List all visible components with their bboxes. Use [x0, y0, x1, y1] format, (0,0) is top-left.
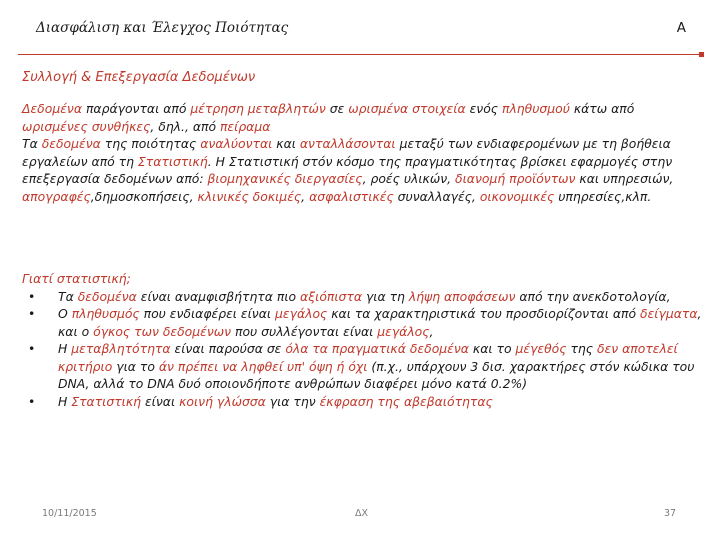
paragraph-text: ,: [301, 188, 310, 204]
header-divider: [18, 54, 702, 55]
paragraph-text: . Η Στατιστική στόν κόσμο της πραγματικότητας βρίσκει εφαρμογές στην επεξεργασία δεδομένων από:: [22, 153, 673, 186]
divider-end-marker: [699, 52, 704, 57]
why-statistics-block: [22, 270, 702, 410]
footer-author: ΔΧ: [355, 508, 369, 519]
bullet-text: είναι αναμφισβήτητα πιο: [136, 288, 301, 304]
paragraph-highlight: μέτρηση μεταβλητών: [190, 101, 326, 116]
bullet-text: για το: [112, 358, 159, 374]
paragraph-highlight: διανομή προϊόντων: [455, 171, 576, 186]
bullet-text: της: [566, 341, 597, 356]
bullet-text: Ο: [58, 306, 72, 321]
slide-code: A: [676, 20, 686, 36]
bullet-highlight: μεγάλος: [275, 306, 328, 321]
paragraph-highlight: πείραμα: [219, 118, 271, 134]
paragraph-highlight: αναλύονται: [200, 136, 273, 151]
bullet-text: και το: [468, 341, 516, 356]
paragraph-highlight: κλινικές δοκιμές: [197, 188, 302, 204]
bullet-highlight: άν πρέπει να ληφθεί υπ' όψη ή όχι: [158, 358, 368, 374]
bullet-highlight: κοινή γλώσσα: [179, 393, 266, 409]
bullet-text: ,: [429, 323, 434, 339]
paragraph-text: Τα: [22, 136, 42, 151]
bullet-text: που ενδιαφέρει είναι: [139, 306, 276, 321]
paragraph-highlight: ωρισμένα στοιχεία: [348, 101, 466, 116]
bullet-text: για την: [265, 393, 320, 409]
bullet-text: Τα: [58, 288, 78, 304]
paragraph-highlight: δεδομένα: [41, 136, 101, 151]
bullet-text: είναι παρούσα σε: [170, 341, 286, 356]
bullet-text: Η: [58, 393, 72, 409]
why-bullet-list: [22, 288, 702, 411]
paragraph-highlight: ωρισμένες συνθήκες: [22, 118, 151, 134]
bullet-highlight: δείγματα: [640, 306, 698, 321]
slide-header: [36, 20, 700, 44]
paragraph-text: σε: [325, 101, 349, 116]
bullet-highlight: λήψη αποφάσεων: [408, 288, 516, 304]
paragraph-text: και υπηρεσιών,: [575, 171, 674, 186]
bullet-highlight: όλα τα πραγματικά δεδομένα: [285, 341, 469, 356]
paragraph-text: , δηλ., από: [150, 118, 220, 134]
why-bullet-item: [22, 340, 702, 393]
paragraph-highlight: απογραφές: [22, 188, 91, 204]
paragraph-text: παράγονται από: [82, 101, 191, 116]
paragraph-text: και: [272, 136, 300, 151]
body-paragraph: [22, 100, 698, 205]
paragraph-highlight: πληθυσμού: [502, 101, 570, 116]
bullet-text: για τη: [362, 288, 409, 304]
bullet-highlight: όγκος των δεδομένων: [93, 323, 232, 339]
bullet-highlight: πληθυσμός: [71, 306, 140, 321]
paragraph-text: υπηρεσίες,κλπ.: [554, 188, 652, 204]
bullet-highlight: δεδομένα: [77, 288, 137, 304]
paragraph-highlight: Στατιστική: [137, 153, 208, 169]
bullet-highlight: Στατιστική: [71, 393, 142, 409]
bullet-marker: •: [28, 341, 36, 356]
bullet-text: (π.χ., υπάρχουν 3 δισ. χαρακτήρες στόν κώδικα του DNA, αλλά το DNA δυό οποιονδήποτε ανθρώπων διαφέρει μόνο κατά 0.2%): [58, 358, 695, 391]
paragraph-highlight: Δεδομένα: [22, 101, 83, 116]
bullet-highlight: μεταβλητότητα: [71, 341, 171, 356]
paragraph-text: κάτω από: [569, 101, 635, 116]
bullet-highlight: έκφραση της αβεβαιότητας: [319, 393, 493, 409]
bullet-highlight: αξιόπιστα: [300, 288, 363, 304]
section-title: Συλλογή & Επεξεργασία Δεδομένων: [22, 70, 256, 85]
bullet-marker: •: [28, 393, 36, 409]
paragraph-text: συναλλαγές,: [393, 188, 480, 204]
why-bullet-item: [22, 393, 702, 411]
bullet-text: που συλλέγονται είναι: [231, 323, 378, 339]
paragraph-highlight: βιομηχανικές διεργασίες: [207, 171, 363, 186]
page-number: 37: [664, 508, 677, 519]
bullet-text: και τα χαρακτηριστικά του προσδιορίζονται από: [327, 306, 641, 321]
bullet-marker: •: [28, 288, 36, 304]
paragraph-text: μεταξύ των ενδιαφερομένων με τη βοήθεια εργαλείων από τη: [22, 136, 671, 169]
why-bullet-item: [22, 305, 702, 340]
bullet-highlight: μέγεθός: [515, 341, 567, 356]
paragraph-text: της ποιότητας: [100, 136, 201, 151]
paragraph-highlight: οικονομικές: [479, 188, 555, 204]
footer-date: 10/11/2015: [42, 508, 97, 519]
paragraph-highlight: ασφαλιστικές: [309, 188, 394, 204]
bullet-text: από την ανεκδοτολογία,: [515, 288, 671, 304]
bullet-text: , και ο: [58, 306, 702, 339]
why-title: Γιατί στατιστική;: [22, 271, 131, 286]
bullet-text: Η: [58, 341, 72, 356]
slide-title: Διασφάλιση και Έλεγχος Ποιότητας: [36, 20, 289, 36]
paragraph-text: ,δημοσκοπήσεις,: [90, 188, 198, 204]
bullet-text: είναι: [141, 393, 180, 409]
bullet-marker: •: [28, 306, 36, 321]
why-bullet-item: [22, 288, 702, 306]
paragraph-highlight: ανταλλάσονται: [299, 136, 396, 151]
bullet-highlight: μεγάλος: [377, 323, 430, 339]
paragraph-text: , ροές υλικών,: [362, 171, 455, 186]
bullet-highlight: δεν αποτελεί κριτήριο: [58, 341, 678, 374]
paragraph-text: ενός: [465, 101, 502, 116]
